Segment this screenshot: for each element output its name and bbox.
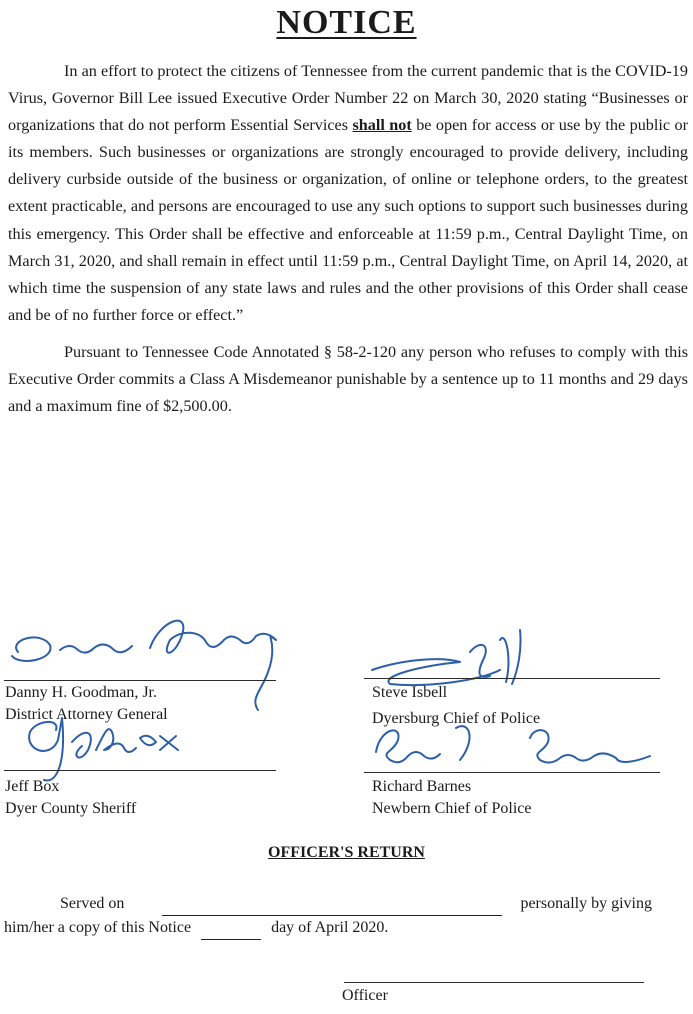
day-label: day of April 2020. <box>271 919 389 936</box>
served-on-row <box>60 893 688 916</box>
notice-body <box>8 58 688 430</box>
signature-line-box <box>4 770 276 771</box>
signatory-name: Steve Isbell <box>372 684 448 701</box>
day-blank[interactable] <box>201 917 261 940</box>
notice-title: NOTICE <box>276 4 417 41</box>
signature-line-barnes <box>364 772 660 773</box>
officer-signature-line[interactable] <box>344 982 644 983</box>
signatory-name: Danny H. Goodman, Jr. <box>5 684 157 701</box>
officers-return-title: OFFICER'S RETURN <box>268 844 425 861</box>
signature-barnes <box>376 726 650 762</box>
signature-isbell <box>372 630 521 685</box>
signatory-name: Jeff Box <box>5 778 60 795</box>
served-on-blank[interactable] <box>162 893 502 916</box>
signature-line-isbell <box>364 678 660 679</box>
signature-box <box>29 718 178 780</box>
signatory-title: Newbern Chief of Police <box>372 800 532 817</box>
signatory-title: Dyersburg Chief of Police <box>372 710 541 727</box>
signature-line-goodman <box>4 680 276 681</box>
signatory-name: Richard Barnes <box>372 778 472 795</box>
signatory-title: District Attorney General <box>5 706 168 723</box>
signatory-isbell <box>372 682 540 730</box>
officer-label: Officer <box>342 987 388 1004</box>
signatory-title: Dyer County Sheriff <box>5 800 137 817</box>
signatory-goodman <box>5 682 168 726</box>
served-on-label: Served on <box>60 895 125 912</box>
signatory-box <box>5 776 136 820</box>
personally-label: personally by giving <box>520 895 652 912</box>
paragraph-executive-order: In an effort to protect the citizens of Tennessee from the current pandemic that is the COVID-19 Virus, Governor Bill Lee issued Executive Order Number 22 on March 30, 2020 stating “Businesses or organizations that do not perform Essential Services shall not be open for access or use by the public or its members. Such businesses or organizations are strongly encouraged to provide delivery, including delivery curbside outside of the business or organization, of online or telephone orders, to the greatest extent practicable, and persons are encouraged to use any such options to support such businesses during this emergency. This Order shall be effective and enforceable at 11:59 p.m., Central Daylight Time, on March 31, 2020, and shall remain in effect until 11:59 p.m., Central Daylight Time, on April 14, 2020, at which time the suspension of any state laws and rules and the other provisions of this Order shall cease and be of no further force or effect.” <box>8 62 688 324</box>
copy-row <box>4 917 388 940</box>
copy-label: him/her a copy of this Notice <box>4 919 192 936</box>
paragraph-penalty: Pursuant to Tennessee Code Annotated § 58-2-120 any person who refuses to comply with this Executive Order commits a Class A Misdemeanor punishable by a sentence up to 11 months and 29 days and a maximum fine of $2,500.00. <box>8 342 688 416</box>
signatory-barnes <box>372 776 532 820</box>
emphasis-shall-not: shall not <box>352 116 412 135</box>
